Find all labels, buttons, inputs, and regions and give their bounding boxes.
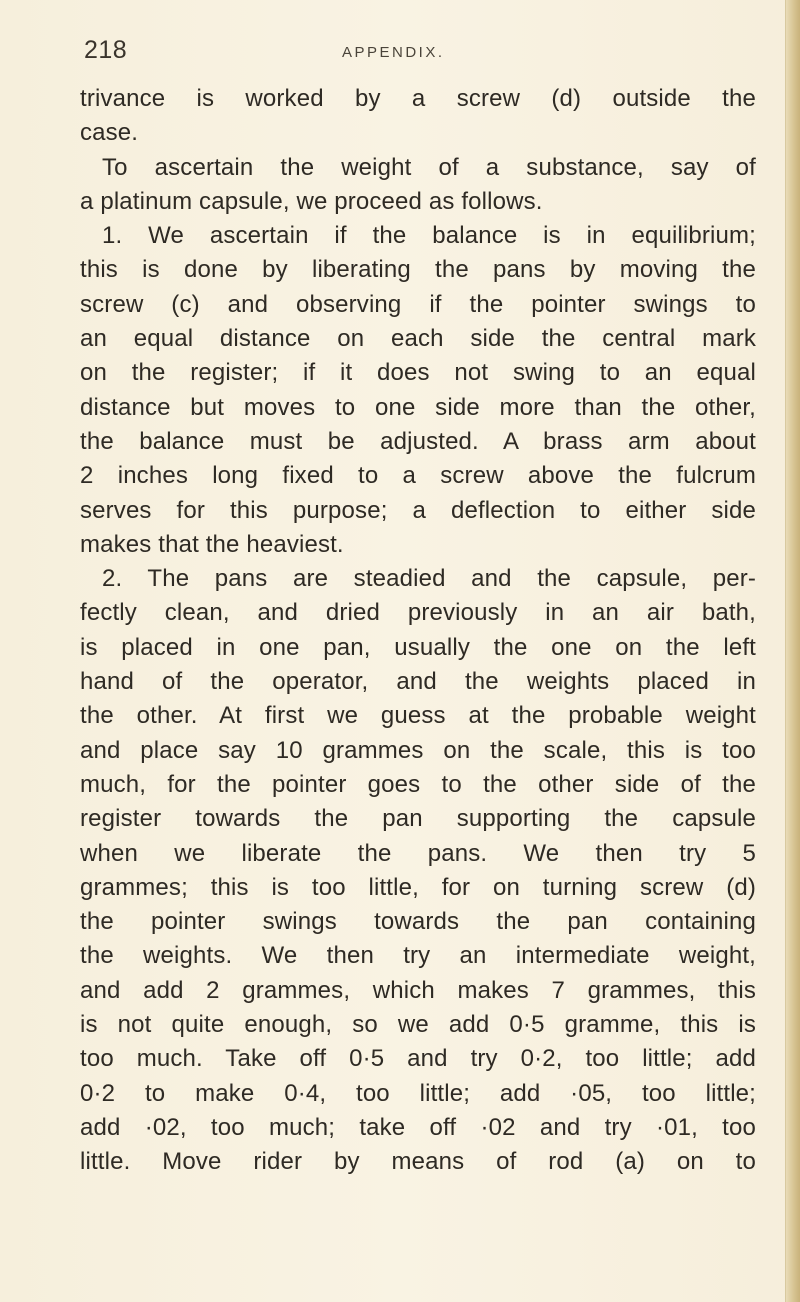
- text-line: 0·2 to make 0·4, too little; add ·05, too little;: [80, 1079, 756, 1107]
- text-line: hand of the operator, and the weights placed in: [80, 668, 756, 696]
- text-line: on the register; if it does not swing to an equal: [80, 359, 756, 387]
- text-line: 1. We ascertain if the balance is in equilibrium;: [102, 222, 756, 250]
- body-text: [80, 82, 756, 1180]
- text-line: screw (c) and observing if the pointer swings to: [80, 290, 756, 318]
- text-line: 2. The pans are steadied and the capsule, per-: [102, 565, 756, 593]
- text-line: and add 2 grammes, which makes 7 grammes, this: [80, 976, 756, 1004]
- text-line: trivance is worked by a screw (d) outside the: [80, 85, 756, 112]
- text-line: To ascertain the weight of a substance, say of: [102, 153, 756, 181]
- text-line: register towards the pan supporting the capsule: [80, 805, 756, 833]
- text-line: the other. At first we guess at the probable weight: [80, 702, 756, 730]
- text-line: case.: [80, 119, 139, 147]
- text-line: a platinum capsule, we proceed as follows.: [80, 187, 543, 215]
- page-header: [84, 36, 754, 66]
- text-line: an equal distance on each side the central mark: [80, 325, 756, 353]
- page-edge: [785, 0, 800, 1302]
- text-line: grammes; this is too little, for on turning screw (d): [80, 873, 756, 901]
- text-line: the balance must be adjusted. A brass arm about: [80, 427, 756, 455]
- text-line: add ·02, too much; take off ·02 and try ·01, too: [80, 1113, 756, 1141]
- text-line: fectly clean, and dried previously in an air bath,: [80, 599, 756, 627]
- text-line: and place say 10 grammes on the scale, this is too: [80, 736, 756, 764]
- text-line: little. Move rider by means of rod (a) on to: [80, 1148, 756, 1176]
- text-line: 2 inches long fixed to a screw above the fulcrum: [80, 462, 756, 490]
- text-line: the pointer swings towards the pan containing: [80, 908, 756, 936]
- text-line: serves for this purpose; a deflection to either side: [80, 496, 756, 524]
- text-line: is not quite enough, so we add 0·5 gramme, this is: [80, 1011, 756, 1039]
- text-line: distance but moves to one side more than the other,: [80, 393, 756, 421]
- text-line: much, for the pointer goes to the other side of the: [80, 770, 756, 798]
- running-head: APPENDIX.: [342, 44, 445, 61]
- text-line: the weights. We then try an intermediate weight,: [80, 942, 756, 970]
- text-line: makes that the heaviest.: [80, 530, 344, 558]
- text-line: is placed in one pan, usually the one on the left: [80, 633, 756, 661]
- page-number: 218: [84, 36, 128, 64]
- text-line: when we liberate the pans. We then try 5: [80, 839, 756, 867]
- text-line: too much. Take off 0·5 and try 0·2, too little; add: [80, 1045, 756, 1073]
- text-line: this is done by liberating the pans by moving the: [80, 256, 756, 284]
